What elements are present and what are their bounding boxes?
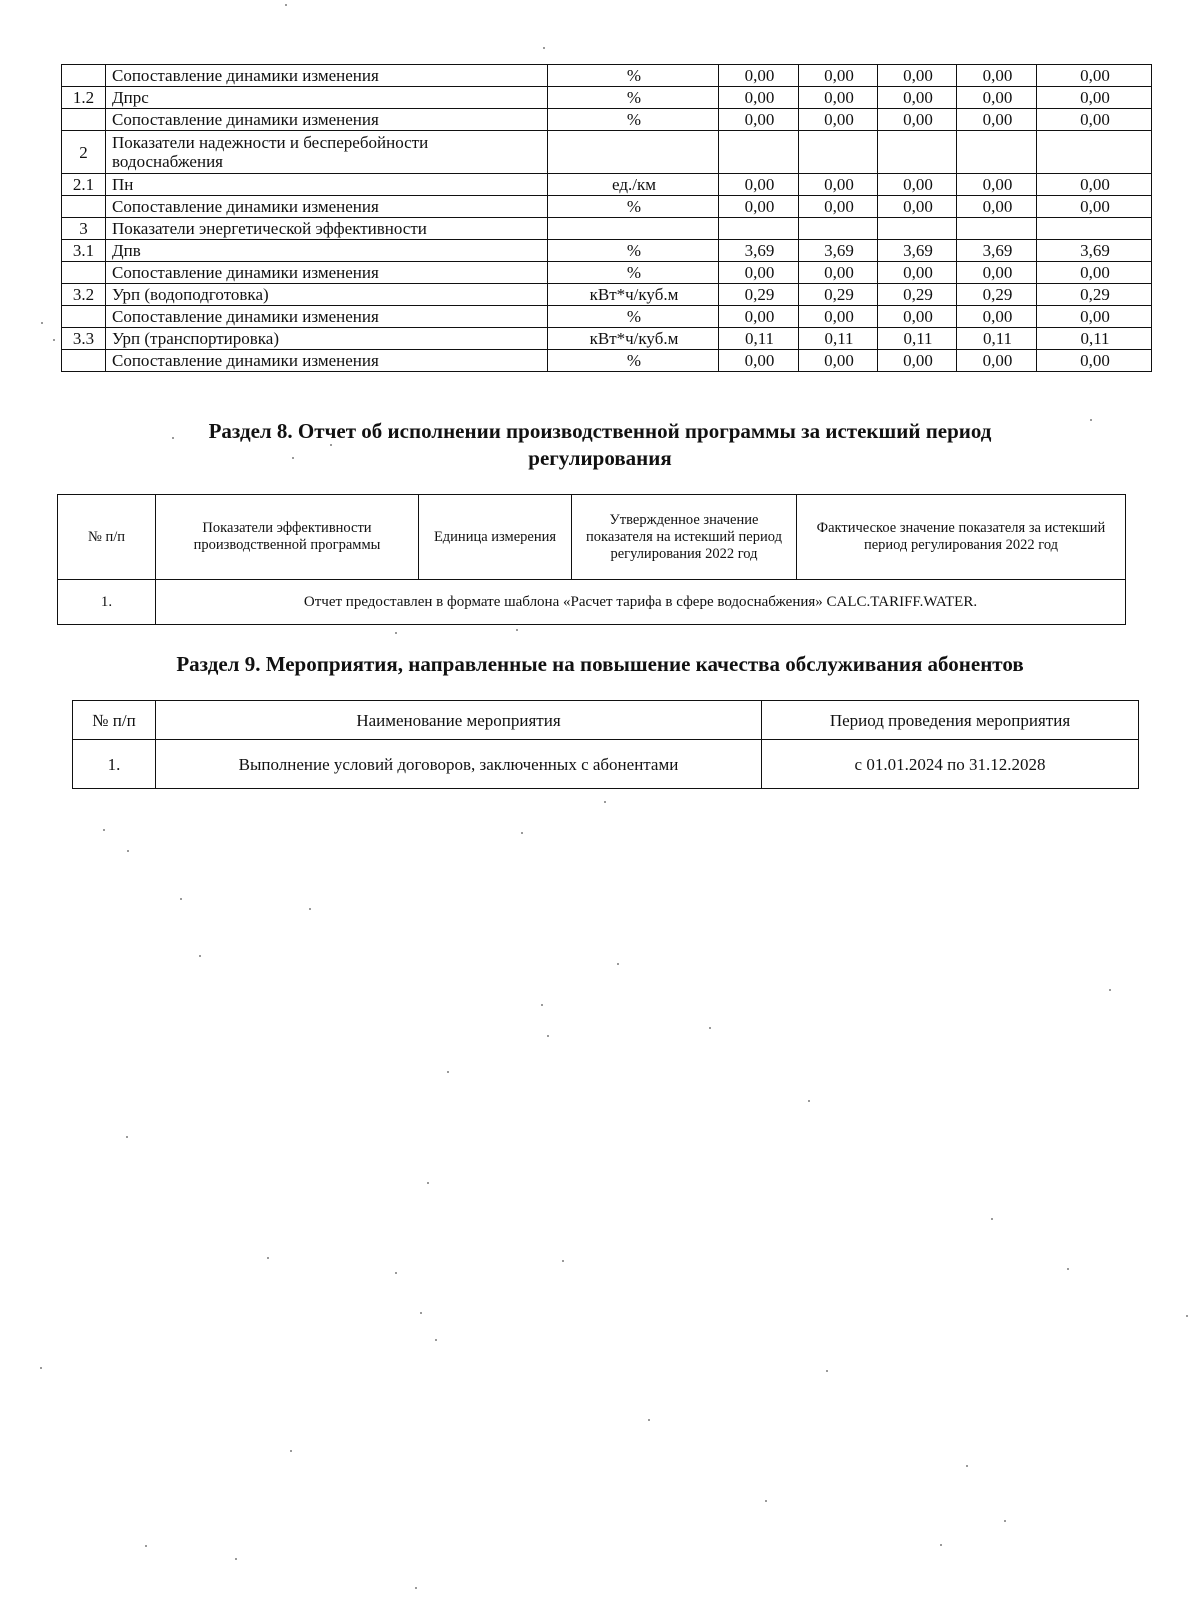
row-value: 0,00 — [878, 306, 957, 328]
row-value — [799, 131, 878, 174]
row-no: 1. — [73, 740, 156, 789]
scan-speck — [267, 1257, 269, 1259]
row-unit: % — [548, 65, 719, 87]
table-row — [62, 328, 1152, 350]
scan-speck — [543, 47, 545, 49]
section-9-table — [72, 700, 1139, 789]
scan-speck — [395, 1272, 397, 1274]
row-unit: кВт*ч/куб.м — [548, 284, 719, 306]
row-unit: % — [548, 350, 719, 372]
table-row — [62, 218, 1152, 240]
row-number — [62, 306, 106, 328]
row-value — [957, 131, 1037, 174]
row-indicator-name: Сопоставление динамики изменения — [106, 196, 548, 218]
scan-speck — [940, 1544, 942, 1546]
row-value: 0,29 — [1037, 284, 1152, 306]
scan-speck — [826, 1370, 828, 1372]
section-8-header-row — [58, 495, 1126, 580]
row-value: 0,00 — [878, 350, 957, 372]
scan-speck — [330, 444, 332, 446]
row-number: 3.2 — [62, 284, 106, 306]
scan-speck — [1186, 1315, 1188, 1317]
table-row — [62, 284, 1152, 306]
row-indicator-name: Дпрс — [106, 87, 548, 109]
scan-speck — [290, 1450, 292, 1452]
row-value — [1037, 131, 1152, 174]
table-row — [62, 196, 1152, 218]
row-value: 0,00 — [799, 262, 878, 284]
header-measure-name: Наименование мероприятия — [156, 701, 762, 740]
row-unit: ед./км — [548, 174, 719, 196]
scan-speck — [541, 1004, 543, 1006]
header-approved: Утвержденное значение показателя на истекший период регулирования 2022 год — [572, 495, 797, 580]
row-value: 3,69 — [719, 240, 799, 262]
row-value: 0,00 — [1037, 306, 1152, 328]
row-value: 0,00 — [799, 87, 878, 109]
row-value — [878, 131, 957, 174]
scan-speck — [40, 1367, 42, 1369]
table-row — [62, 87, 1152, 109]
row-value: 0,29 — [878, 284, 957, 306]
row-value: 0,00 — [1037, 87, 1152, 109]
header-no: № п/п — [73, 701, 156, 740]
row-number: 2.1 — [62, 174, 106, 196]
row-value: 0,00 — [719, 262, 799, 284]
table-row — [62, 240, 1152, 262]
row-number — [62, 350, 106, 372]
row-number — [62, 262, 106, 284]
scan-speck — [53, 339, 55, 341]
row-unit: кВт*ч/куб.м — [548, 328, 719, 350]
row-value: 0,00 — [1037, 109, 1152, 131]
row-value: 0,11 — [957, 328, 1037, 350]
row-value: 0,00 — [957, 262, 1037, 284]
row-value: 0,00 — [1037, 350, 1152, 372]
row-unit: % — [548, 87, 719, 109]
scan-speck — [709, 1027, 711, 1029]
row-indicator-name: Сопоставление динамики изменения — [106, 306, 548, 328]
table-row — [62, 65, 1152, 87]
row-value — [957, 218, 1037, 240]
row-unit: % — [548, 306, 719, 328]
section-9-title: Раздел 9. Мероприятия, направленные на повышение качества обслуживания абонентов — [176, 652, 1024, 676]
row-value: 0,00 — [719, 350, 799, 372]
row-value: 0,00 — [957, 87, 1037, 109]
scan-speck — [420, 1312, 422, 1314]
scan-speck — [145, 1545, 147, 1547]
row-value: 0,00 — [719, 306, 799, 328]
row-value: 0,00 — [957, 109, 1037, 131]
row-period: с 01.01.2024 по 31.12.2028 — [762, 740, 1139, 789]
row-value: 0,00 — [957, 350, 1037, 372]
row-value: 0,11 — [719, 328, 799, 350]
header-indicators: Показатели эффективности производственной программы — [156, 495, 419, 580]
row-value: 0,00 — [799, 174, 878, 196]
section-8-table — [57, 494, 1126, 625]
row-report-text: Отчет предоставлен в формате шаблона «Расчет тарифа в сфере водоснабжения» CALC.TARIFF.WATER. — [156, 580, 1126, 625]
scan-speck — [172, 437, 174, 439]
row-number: 1.2 — [62, 87, 106, 109]
table-row — [62, 350, 1152, 372]
row-no: 1. — [58, 580, 156, 625]
scan-speck — [562, 1260, 564, 1262]
scan-speck — [765, 1500, 767, 1502]
section-8-title — [120, 418, 1080, 472]
scan-speck — [1109, 989, 1111, 991]
row-number: 3.1 — [62, 240, 106, 262]
row-number — [62, 196, 106, 218]
row-value: 3,69 — [957, 240, 1037, 262]
row-value: 0,11 — [1037, 328, 1152, 350]
scan-speck — [648, 1419, 650, 1421]
row-value: 3,69 — [878, 240, 957, 262]
row-value: 0,00 — [1037, 262, 1152, 284]
row-unit — [548, 131, 719, 174]
scan-speck — [103, 829, 105, 831]
row-value: 0,00 — [799, 350, 878, 372]
section-9-header-row — [73, 701, 1139, 740]
row-value: 0,00 — [878, 109, 957, 131]
row-value: 0,00 — [799, 109, 878, 131]
section-8-title-line1: Раздел 8. Отчет об исполнении производственной программы за истекший период — [208, 419, 992, 443]
scan-speck — [235, 1558, 237, 1560]
row-value: 0,29 — [799, 284, 878, 306]
scan-speck — [447, 1071, 449, 1073]
scan-speck — [180, 898, 182, 900]
row-value: 0,00 — [799, 306, 878, 328]
scan-speck — [991, 1218, 993, 1220]
row-indicator-name: Урп (водоподготовка) — [106, 284, 548, 306]
header-unit: Единица измерения — [419, 495, 572, 580]
row-value: 0,00 — [1037, 174, 1152, 196]
scan-speck — [1004, 1520, 1006, 1522]
header-period: Период проведения мероприятия — [762, 701, 1139, 740]
scan-speck — [41, 322, 43, 324]
scan-speck — [1067, 1268, 1069, 1270]
row-value: 0,00 — [719, 109, 799, 131]
scan-speck — [199, 955, 201, 957]
scan-speck — [516, 629, 518, 631]
row-value: 0,00 — [878, 174, 957, 196]
row-value: 0,00 — [957, 174, 1037, 196]
row-unit: % — [548, 262, 719, 284]
row-indicator-name: Дпв — [106, 240, 548, 262]
row-indicator-name: Сопоставление динамики изменения — [106, 109, 548, 131]
row-value: 0,00 — [799, 196, 878, 218]
scan-speck — [127, 850, 129, 852]
row-indicator-name: Сопоставление динамики изменения — [106, 262, 548, 284]
table-row — [62, 262, 1152, 284]
row-value — [799, 218, 878, 240]
row-value — [878, 218, 957, 240]
row-indicator-name: Сопоставление динамики изменения — [106, 350, 548, 372]
scan-speck — [435, 1339, 437, 1341]
row-value: 0,00 — [878, 65, 957, 87]
row-indicator-name: Пн — [106, 174, 548, 196]
row-value: 0,00 — [719, 65, 799, 87]
row-value: 0,00 — [957, 65, 1037, 87]
row-unit: % — [548, 196, 719, 218]
table-row — [58, 580, 1126, 625]
row-value: 0,00 — [1037, 196, 1152, 218]
row-value: 0,00 — [719, 87, 799, 109]
indicators-table — [61, 64, 1152, 372]
row-indicator-name: Показатели надежности и бесперебойности водоснабжения — [106, 131, 548, 174]
row-unit — [548, 218, 719, 240]
section-8-title-line2: регулирования — [528, 446, 672, 470]
row-value: 0,00 — [878, 196, 957, 218]
scan-speck — [415, 1587, 417, 1589]
table-row — [62, 174, 1152, 196]
row-number: 2 — [62, 131, 106, 174]
row-value: 0,11 — [799, 328, 878, 350]
row-unit: % — [548, 109, 719, 131]
row-number: 3 — [62, 218, 106, 240]
row-value: 0,00 — [1037, 65, 1152, 87]
row-value: 3,69 — [1037, 240, 1152, 262]
scan-speck — [126, 1136, 128, 1138]
row-indicator-name: Сопоставление динамики изменения — [106, 65, 548, 87]
row-value: 0,00 — [878, 262, 957, 284]
row-number: 3.3 — [62, 328, 106, 350]
row-value: 0,00 — [957, 196, 1037, 218]
row-value: 0,00 — [878, 87, 957, 109]
table-row — [62, 109, 1152, 131]
scan-speck — [285, 4, 287, 6]
row-value: 0,00 — [719, 196, 799, 218]
table-row — [73, 740, 1139, 789]
row-value: 0,29 — [957, 284, 1037, 306]
header-actual: Фактическое значение показателя за истекший период регулирования 2022 год — [797, 495, 1126, 580]
table-row — [62, 131, 1152, 174]
row-value — [719, 218, 799, 240]
scan-speck — [395, 632, 397, 634]
row-value: 0,00 — [957, 306, 1037, 328]
row-value — [1037, 218, 1152, 240]
row-indicator-name: Урп (транспортировка) — [106, 328, 548, 350]
scan-speck — [617, 963, 619, 965]
table-row — [62, 306, 1152, 328]
row-value: 0,11 — [878, 328, 957, 350]
row-unit: % — [548, 240, 719, 262]
row-number — [62, 65, 106, 87]
scan-speck — [966, 1465, 968, 1467]
scan-speck — [292, 457, 294, 459]
scan-speck — [309, 908, 311, 910]
scan-speck — [427, 1182, 429, 1184]
row-value: 3,69 — [799, 240, 878, 262]
row-number — [62, 109, 106, 131]
scan-speck — [808, 1100, 810, 1102]
row-value: 0,00 — [719, 174, 799, 196]
header-no: № п/п — [58, 495, 156, 580]
scan-speck — [521, 832, 523, 834]
row-value — [719, 131, 799, 174]
row-indicator-name: Показатели энергетической эффективности — [106, 218, 548, 240]
row-value: 0,29 — [719, 284, 799, 306]
scan-speck — [547, 1035, 549, 1037]
row-value: 0,00 — [799, 65, 878, 87]
row-measure-name: Выполнение условий договоров, заключенных с абонентами — [156, 740, 762, 789]
scan-speck — [604, 801, 606, 803]
scan-speck — [1090, 419, 1092, 421]
